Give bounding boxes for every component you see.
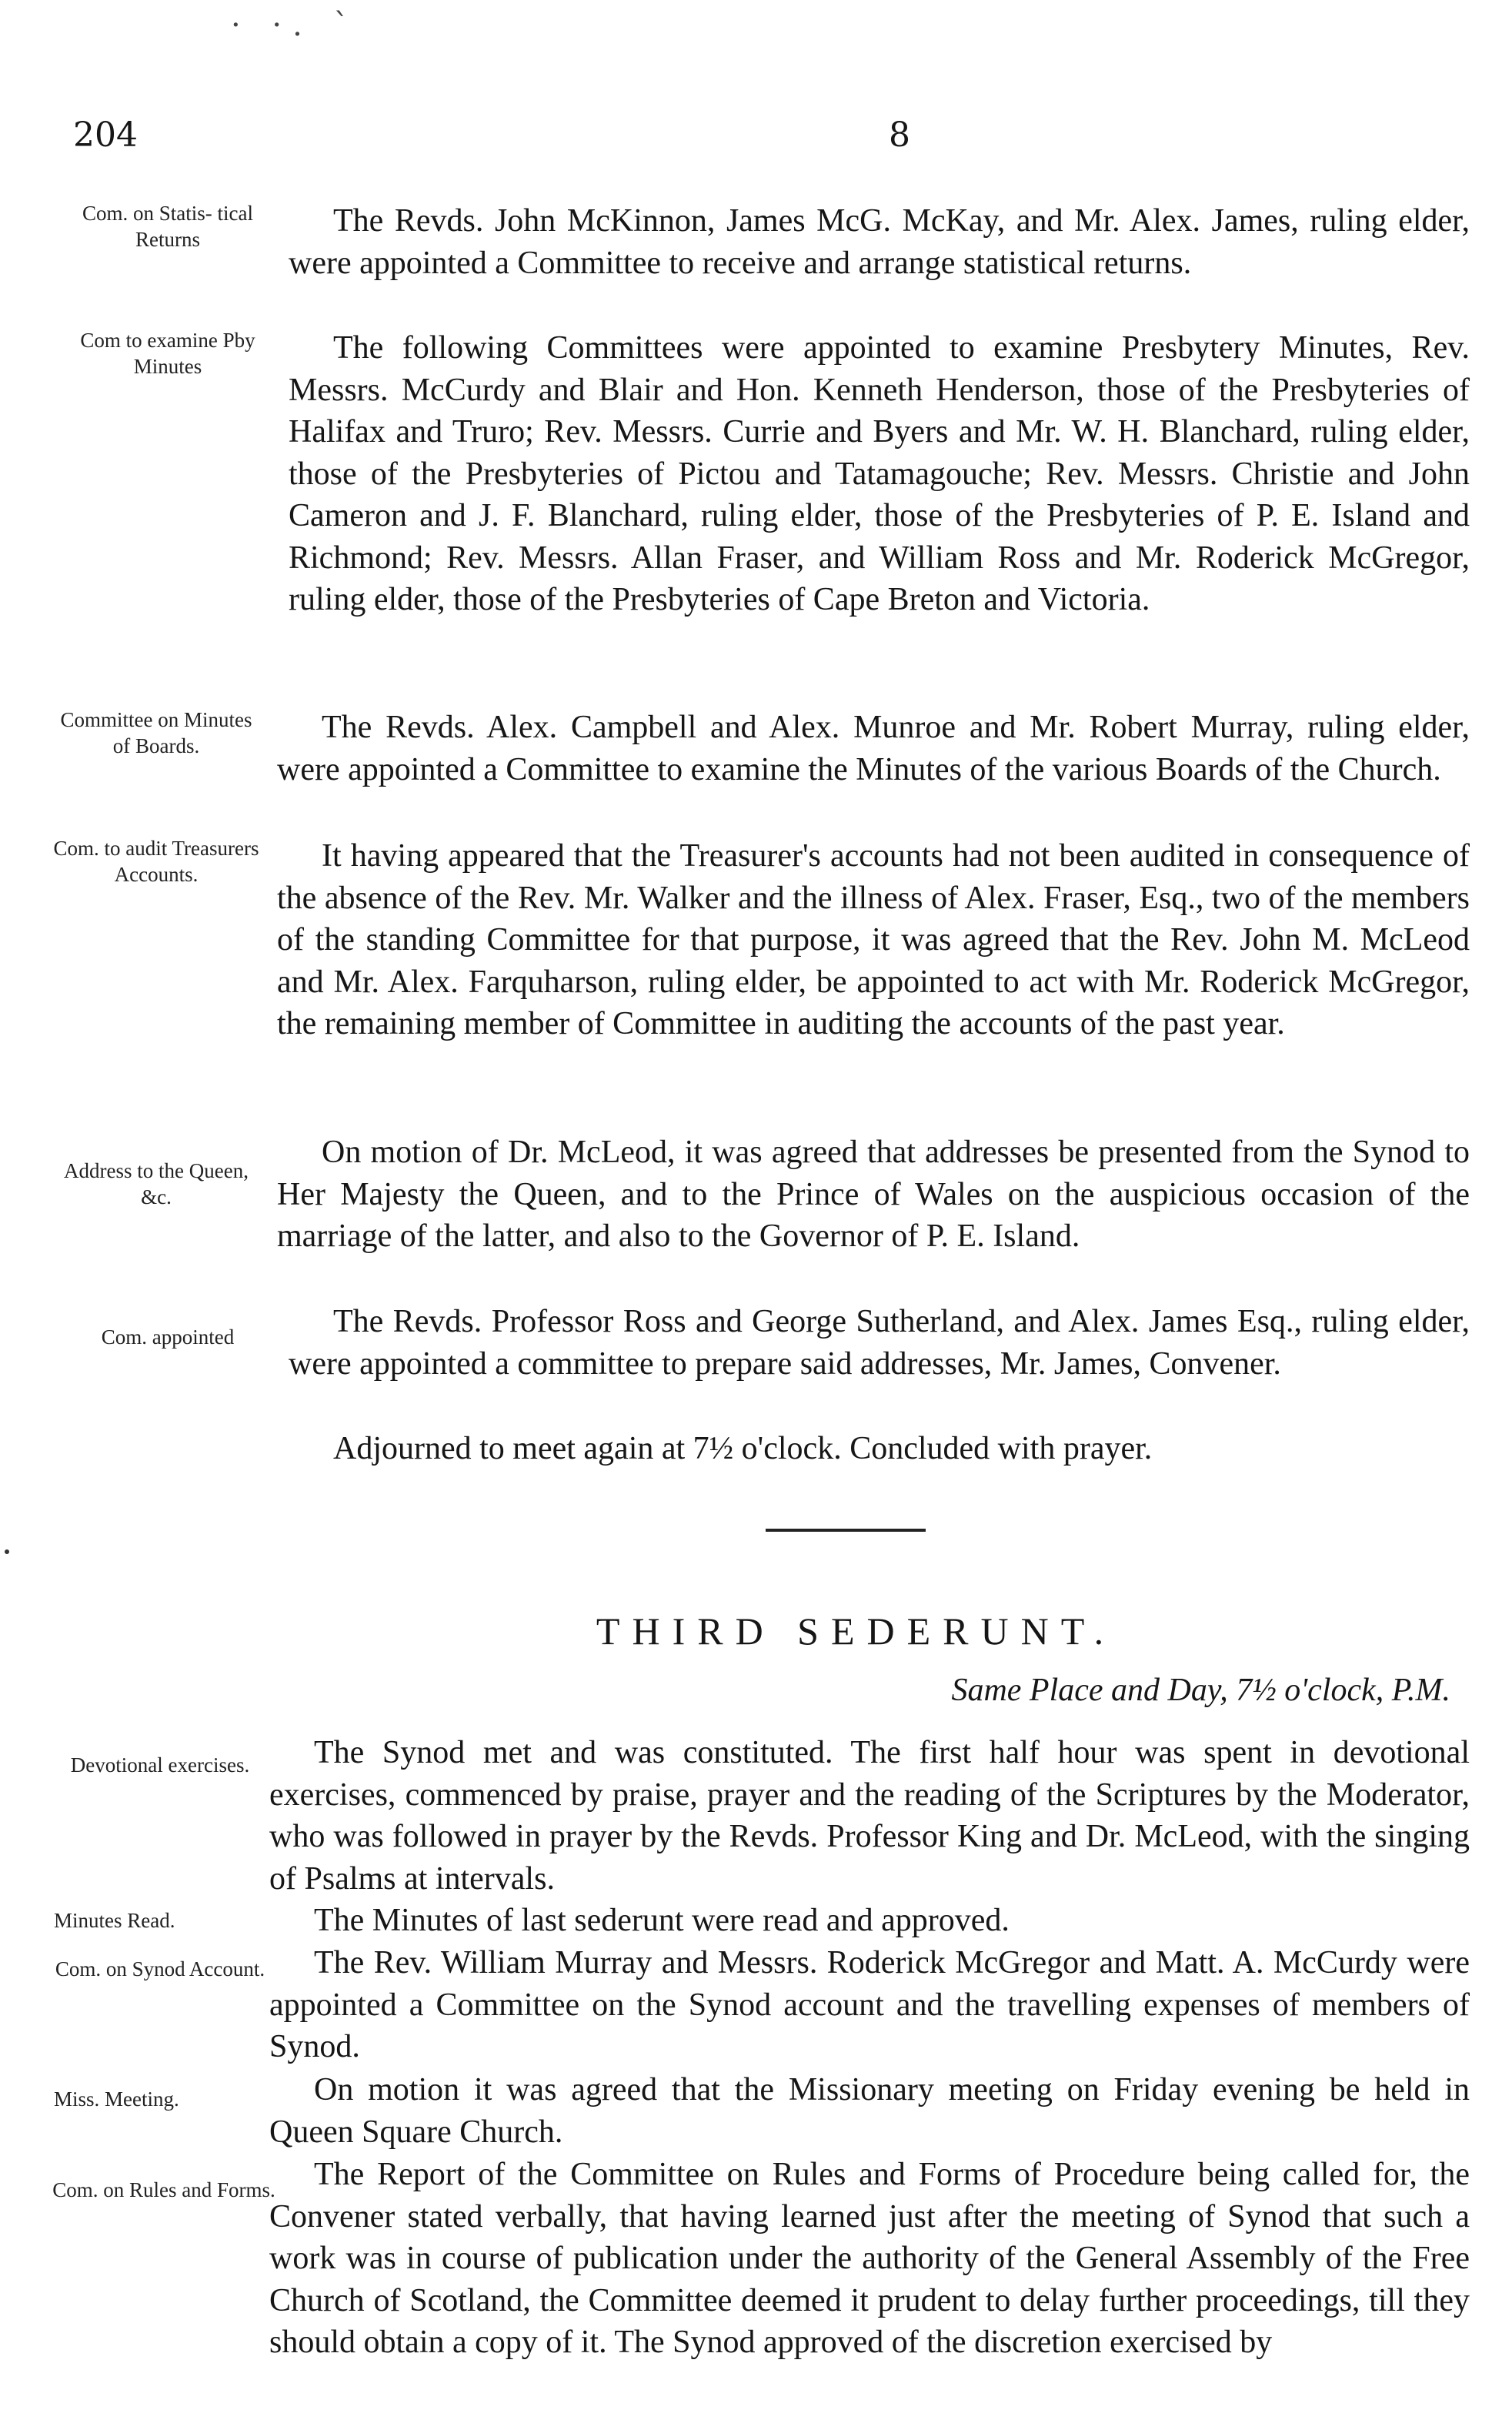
entry-text: The Revds. Alex. Campbell and Alex. Munroe and Mr. Robert Murray, ruling elder, were appointed a Committee to examine the Minutes of the various Boards of the Church. [277, 710, 1470, 787]
section-divider [766, 1529, 926, 1532]
entry-text: The Report of the Committee on Rules and Forms of Procedure being called for, the Convener stated verbally, that having learned just after the meeting of Synod that such a work was in course of publication under the authority of the General Assembly of the Free Church of Scotland, the Committee deemed it prudent to delay further proceedings, till they should obtain a copy of it. The Synod approved of the discretion exercised by [269, 2157, 1470, 2360]
margin-note: Minutes Read. [54, 1909, 175, 1932]
margin-note: Com. on Statis- tical Returns [82, 202, 253, 251]
entry-text: The Revds. John McKinnon, James McG. McKay, and Mr. Alex. James, ruling elder, were appointed a Committee to receive and arrange statistical returns. [289, 203, 1470, 281]
entry-text: The Synod met and was constituted. The first half hour was spent in devotional exercises, commenced by praise, prayer and the reading of the Scriptures by the Moderator, who was followed in prayer by the Revds. Professor King and Dr. McLeod, with the singing of Psalms at intervals. [269, 1735, 1470, 1897]
entry-text: The Revds. Professor Ross and George Sutherland, and Alex. James Esq., ruling elder, were appointed a committee to prepare said addresses, Mr. James, Convener. [289, 1304, 1470, 1382]
margin-note: Miss. Meeting. [54, 2087, 179, 2111]
section-title: THIRD SEDERUNT. [596, 1609, 1116, 1653]
entry-text: It having appeared that the Treasurer's accounts had not been audited in consequence of the absence of the Rev. Mr. Walker and the illness of Alex. Fraser, Esq., two of the members of the standing Committee for that purpose, it was agreed that the Rev. John M. McLeod and Mr. Alex. Farquharson, ruling elder, be appointed to act with Mr. Roderick McGregor, the remaining member of Committee in auditing the accounts of the past year. [277, 838, 1470, 1041]
margin-note: Devotional exercises. [70, 1753, 250, 1777]
margin-note: Com to examine Pby Minutes [80, 329, 255, 378]
margin-note: Com. appointed [101, 1325, 235, 1349]
entry-text: The following Committees were appointed to examine Presbytery Minutes, Rev. Messrs. McCurdy and Blair and Hon. Kenneth Henderson, those of the Presbyteries of Halifax and Truro; Rev. Messrs. Currie and Byers and Mr. W. H. Blanchard, ruling elder, those of the Presbyteries of Pictou and Tatamagouche; Rev. Messrs. Christie and John Cameron and J. F. Blanchard, ruling elder, those of the Presbyteries of P. E. Island and Richmond; Rev. Messrs. Allan Fraser, and William Ross and Mr. Roderick McGregor, ruling elder, those of the Presbyteries of Cape Breton and Victoria. [289, 330, 1470, 617]
margin-note: Com. on Synod Account. [55, 1957, 265, 1980]
page-header [73, 115, 1466, 162]
margin-note: Address to the Queen, &c. [64, 1159, 249, 1208]
margin-note: Committee on Minutes of Boards. [60, 708, 252, 757]
entry-text: On motion of Dr. McLeod, it was agreed that addresses be presented from the Synod to Her Majesty the Queen, and to the Prince of Wales on the auspicious occasion of the marriage of the latter, and also to the Governor of P. E. Island. [277, 1135, 1470, 1254]
entry-text: The Minutes of last sederunt were read and approved. [314, 1903, 1010, 1938]
entry-text: On motion it was agreed that the Missionary meeting on Friday evening be held in Queen Square Church. [269, 2072, 1470, 2150]
print-specks: · ·. ` [231, 8, 360, 43]
entry-text: The Rev. William Murray and Messrs. Roderick McGregor and Matt. A. McCurdy were appointed a Committee on the Synod account and the travelling expenses of members of Synod. [269, 1945, 1470, 2064]
section-subtitle: Same Place and Day, 7½ o'clock, P.M. [951, 1673, 1450, 1708]
adjournment-text: Adjourned to meet again at 7½ o'clock. Concluded with prayer. [333, 1431, 1153, 1466]
page-number: 204 [73, 115, 138, 155]
margin-note: Com. to audit Treasurers Accounts. [53, 837, 259, 886]
folio-number: 8 [889, 115, 910, 155]
margin-mark [5, 1549, 9, 1554]
margin-note: Com. on Rules and Forms. [52, 2178, 275, 2201]
